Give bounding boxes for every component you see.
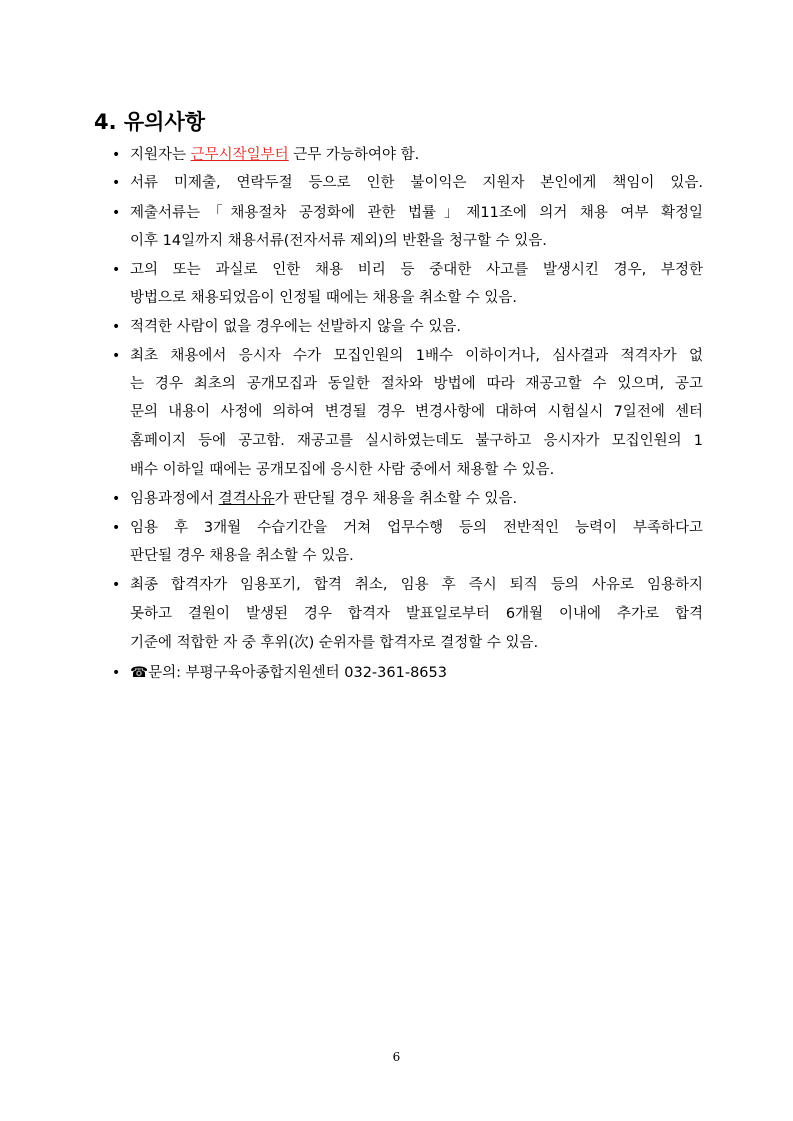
list-item-line: 배수 이하일 때에는 공개모집에 응시한 사람 중에서 채용할 수 있음. <box>130 462 555 478</box>
phone-icon: ☎ <box>130 665 149 681</box>
list-item-line: 적격한 사람이 없을 경우에는 선발하지 않을 수 있음. <box>130 319 462 335</box>
disqualification-term: 결격사유 <box>218 491 275 507</box>
bullet: • <box>112 491 121 507</box>
text-segment: 지원자는 <box>130 147 191 163</box>
list-item-line: 판단될 경우 채용을 취소할 수 있음. <box>130 548 354 564</box>
bullet: • <box>112 205 121 221</box>
list-item-line: 문의 내용이 사정에 의하여 변경될 경우 변경사항에 대하여 시험실시 7일전에 센터 <box>130 404 703 420</box>
bullet: • <box>112 348 121 364</box>
text-segment: 근무 가능하여야 함. <box>288 147 420 163</box>
list-item-line: 못하고 결원이 발생된 경우 합격자 발표일로부터 6개월 이내에 추가로 합격 <box>130 606 703 622</box>
list-item-line <box>130 141 419 169</box>
list-item-line <box>130 659 447 687</box>
text-segment: 임용과정에서 <box>130 491 219 507</box>
list-item-line: 서류 미제출, 연락두절 등으로 인한 불이익은 지원자 본인에게 책임이 있음. <box>130 175 703 191</box>
contact-text: 문의: 부평구육아종합지원센터 032-361-8653 <box>148 665 447 681</box>
list-item-line: 최초 채용에서 응시자 수가 모집인원의 1배수 이하이거나, 심사결과 적격자가 없 <box>130 348 703 364</box>
list-item-line: 홈페이지 등에 공고함. 재공고를 실시하였는데도 불구하고 응시자가 모집인원의 1 <box>130 433 703 449</box>
list-item-line: 최종 합격자가 임용포기, 합격 취소, 임용 후 즉시 퇴직 등의 사유로 임용하지 <box>130 577 703 593</box>
bullet: • <box>112 665 121 681</box>
list-item-line: 고의 또는 과실로 인한 채용 비리 등 중대한 사고를 발생시킨 경우, 부정한 <box>130 262 703 278</box>
list-item-line: 기준에 적합한 자 중 후위(次) 순위자를 합격자로 결정할 수 있음. <box>130 635 539 651</box>
bullet: • <box>112 262 121 278</box>
list-item-line: 제출서류는「채용절차 공정화에 관한 법률」제11조에 의거 채용 여부 확정일 <box>130 205 703 221</box>
list-item-line: 방법으로 채용되었음이 인정될 때에는 채용을 취소할 수 있음. <box>130 290 518 306</box>
bullet: • <box>112 577 121 593</box>
page-number: 6 <box>392 1050 401 1064</box>
list-item-line <box>130 485 517 513</box>
section-title: 4. 유의사항 <box>94 110 206 134</box>
bullet: • <box>112 147 121 163</box>
text-segment: 가 판단될 경우 채용을 취소할 수 있음. <box>274 491 518 507</box>
start-date-highlight: 근무시작일부터 <box>190 147 289 163</box>
list-item-line: 이후 14일까지 채용서류(전자서류 제외)의 반환을 청구할 수 있음. <box>130 233 547 249</box>
bullet: • <box>112 175 121 191</box>
bullet: • <box>112 520 121 536</box>
list-item-line: 임용 후 3개월 수습기간을 거쳐 업무수행 등의 전반적인 능력이 부족하다고 <box>130 520 703 536</box>
list-item-line: 는 경우 최초의 공개모집과 동일한 절차와 방법에 따라 재공고할 수 있으며, 공고 <box>130 376 703 392</box>
bullet: • <box>112 319 121 335</box>
